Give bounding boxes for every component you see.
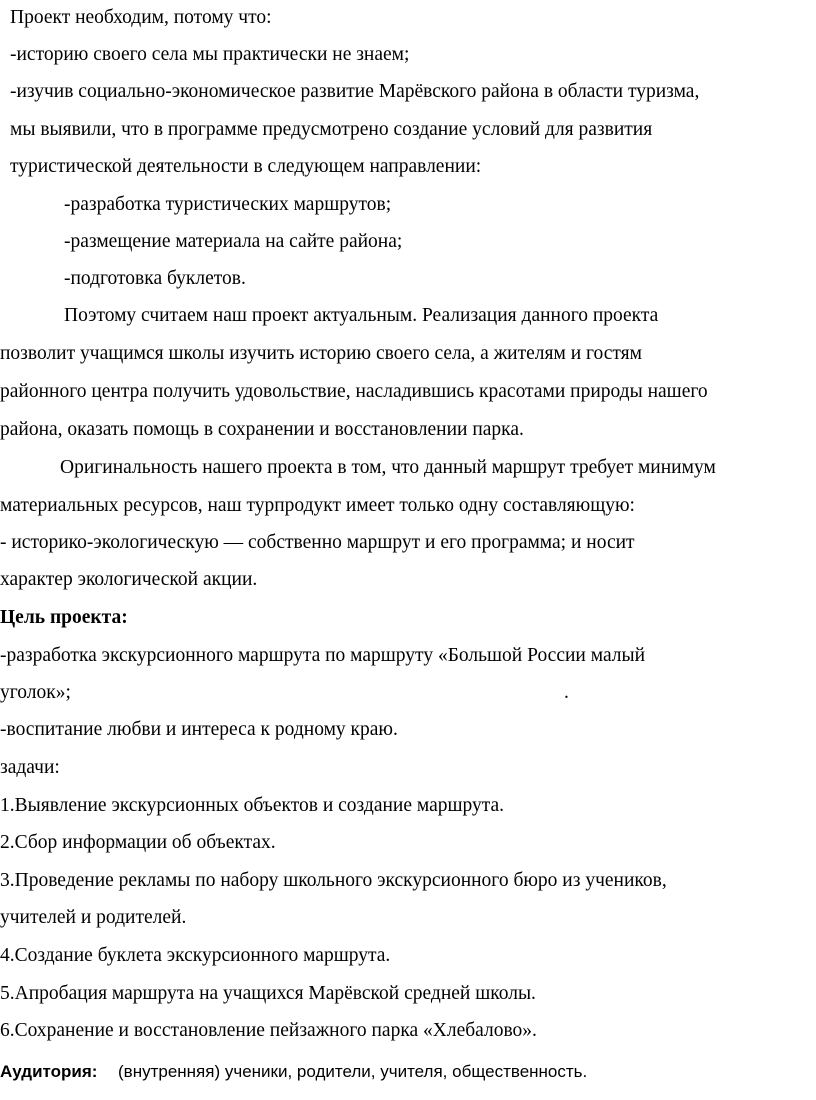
intro-line-4: мы выявили, что в программе предусмотрено создание условий для развития [10, 119, 653, 140]
task-item: 2.Сбор информации об объектах. [0, 832, 276, 853]
task-item: учителей и родителей. [0, 907, 187, 928]
task-item: 1.Выявление экскурсионных объектов и создание маршрута. [0, 795, 505, 816]
task-item: 5.Апробация маршрута на учащихся Марёвской средней школы. [0, 983, 536, 1004]
relevance-line-1: Поэтому считаем наш проект актуальным. Реализация данного проекта [64, 305, 659, 326]
originality-line-2: материальных ресурсов, наш турпродукт имеет только одну составляющую: [0, 495, 635, 516]
direction-item: -разработка туристических маршрутов; [64, 194, 392, 215]
audience-text: (внутренняя) ученики, родители, учителя, общественность. [118, 1062, 588, 1081]
relevance-line-2: позволит учащимся школы изучить историю своего села, а жителям и гостям [0, 343, 642, 364]
goal-line-1: -разработка экскурсионного маршрута по маршруту «Большой России малый [0, 645, 646, 666]
goal-line-2: уголок»; [0, 682, 71, 703]
intro-line-3: -изучив социально-экономическое развитие Марёвского района в области туризма, [10, 81, 700, 102]
intro-line-1: Проект необходим, потому что: [10, 7, 272, 28]
goal-heading: Цель проекта: [0, 607, 128, 628]
originality-line-4: характер экологической акции. [0, 569, 258, 590]
intro-line-2: -историю своего села мы практически не знаем; [10, 44, 410, 65]
task-item: 3.Проведение рекламы по набору школьного экскурсионного бюро из учеников, [0, 870, 667, 891]
audience-label: Аудитория: [0, 1062, 98, 1081]
relevance-line-4: района, оказать помощь в сохранении и восстановлении парка. [0, 419, 524, 440]
direction-item: -размещение материала на сайте района; [64, 231, 403, 252]
intro-line-5: туристической деятельности в следующем направлении: [10, 156, 482, 177]
direction-item: -подготовка буклетов. [64, 268, 246, 289]
task-item: 6.Сохранение и восстановление пейзажного парка «Хлебалово». [0, 1020, 537, 1041]
goal-line-3: -воспитание любви и интереса к родному краю. [0, 719, 398, 740]
relevance-line-3: районного центра получить удовольствие, насладившись красотами природы нашего [0, 381, 708, 402]
task-item: 4.Создание буклета экскурсионного маршрута. [0, 945, 391, 966]
tasks-heading: задачи: [0, 757, 60, 778]
goal-line-2-dot: . [564, 682, 569, 703]
originality-line-3: - историко-экологическую — собственно маршрут и его программа; и носит [0, 532, 635, 553]
originality-line-1: Оригинальность нашего проекта в том, что данный маршрут требует минимум [60, 457, 716, 478]
